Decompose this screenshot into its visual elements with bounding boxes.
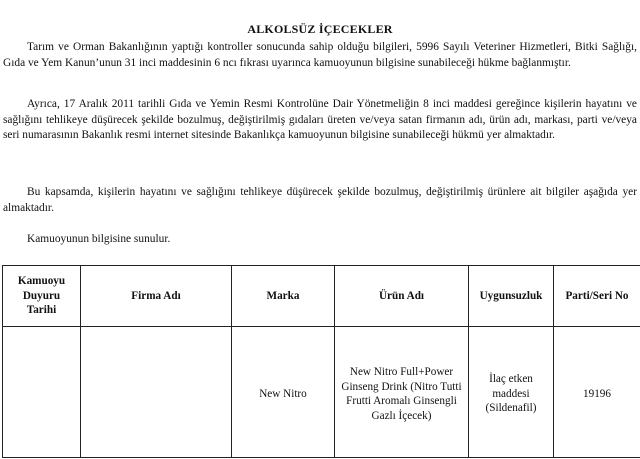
paragraph-scope (3, 185, 637, 216)
cell-announcement-date (3, 327, 81, 458)
paragraph-text: Bu kapsamda, kişilerin hayatını ve sağlığını tehlikeye düşürecek şekilde bozulmuş, değiştirilmiş ürünlere ait bilgiler aşağıda yer almaktadır. (3, 186, 637, 214)
paragraph-legal-basis (3, 40, 637, 71)
header-company-name: Firma Adı (81, 266, 232, 327)
cell-product-name: New Nitro Full+Power Ginseng Drink (Nitro Tutti Frutti Aromalı Ginsengli Gazlı İçecek) (335, 327, 469, 458)
document-title: ALKOLSÜZ İÇECEKLER (247, 22, 393, 36)
header-announcement-date: Kamuoyu Duyuru Tarihi (3, 266, 81, 327)
paragraph-text: Kamuoyunun bilgisine sunulur. (27, 233, 171, 245)
paragraph-announcement (3, 232, 637, 248)
cell-lot-number: 19196 (554, 327, 640, 458)
cell-nonconformity: İlaç etken maddesi (Sildenafil) (469, 327, 554, 458)
paragraph-text: Tarım ve Orman Bakanlığının yaptığı kontroller sonucunda sahip olduğu bilgileri, 5996 Sayılı Veteriner Hizmetleri, Bitki Sağlığı, Gıda ve Yem Kanun’unun 31 inci maddesinin 6 ncı fıkrası uyarınca kamuoyunun bilgisine sunabileceği hükme bağlanmıştır. (3, 41, 637, 69)
header-product-name: Ürün Adı (335, 266, 469, 327)
header-brand: Marka (232, 266, 335, 327)
header-lot-number: Parti/Seri No (554, 266, 640, 327)
cell-company-name (81, 327, 232, 458)
cell-brand: New Nitro (232, 327, 335, 458)
header-nonconformity: Uygunsuzluk (469, 266, 554, 327)
paragraph-text: Ayrıca, 17 Aralık 2011 tarihli Gıda ve Yemin Resmi Kontrolüne Dair Yönetmeliğin 8 inci maddesi gereğince kişilerin hayatını ve sağlığını tehlikeye düşürecek şekilde bozulmuş, değiştirilmiş gıdaları üreten ve/veya satan firmanın adı, ürün adı, markası, parti ve/veya seri numarasının Bakanlık resmi internet sitesinde Bakanlıkça kamuoyunun bilgisine sunabileceği hükmü yer almaktadır. (3, 98, 637, 141)
table-header-row (3, 266, 640, 327)
paragraph-regulation (3, 97, 637, 144)
notices-table (2, 265, 640, 458)
table-row (3, 327, 640, 458)
